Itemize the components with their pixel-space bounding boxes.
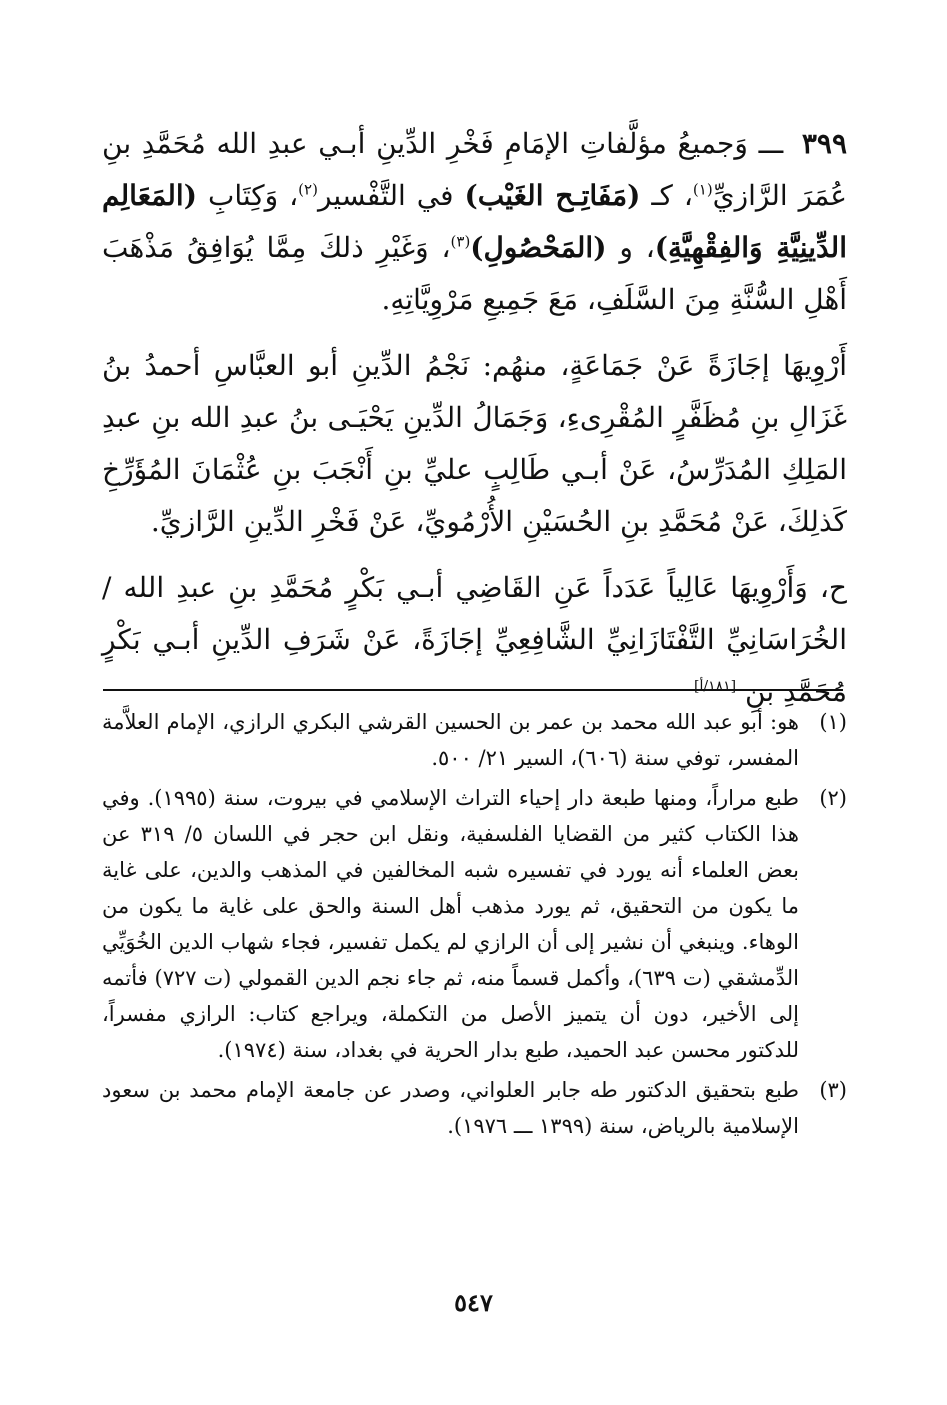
folio-marker: [١٨١/أ]: [694, 678, 737, 695]
footnote-2-number: (٢): [819, 786, 847, 810]
footnote-1-text: هو: أبو عبد الله محمد بن عمر بن الحسين القرشي البكري الرازي، الإمام العلاَّمة المفسر، توفي سنة (٦٠٦)، السير ٢١/ ٥٠٠.: [102, 710, 799, 770]
footnote-ref-3: (٣): [450, 232, 471, 251]
entry-text-e: ، و: [619, 231, 655, 264]
paragraph-entry-399: [102, 118, 847, 326]
book-title-mafatih: (مَفَاتِـح الغَيْب): [464, 179, 641, 212]
footnote-1-number: (١): [819, 710, 847, 734]
footnote-divider: [103, 689, 843, 691]
entry-number: ٣٩٩: [801, 127, 848, 160]
footnote-3-text: طبع بتحقيق الدكتور طه جابر العلواني، وصدر عن جامعة الإمام محمد بن سعود الإسلامية بالرياض، سنة (١٣٩٩ ـــ ١٩٧٦).: [102, 1078, 799, 1138]
footnote-3: [102, 1072, 847, 1144]
entry-text-b: ، كـ: [651, 179, 693, 212]
main-text: [102, 118, 847, 718]
entry-text-c: في التَّفْسير: [317, 179, 454, 212]
footnote-ref-1: (١): [692, 180, 713, 199]
entry-text-d: ، وَكِتَابِ: [207, 179, 299, 212]
footnote-2: [102, 780, 847, 1068]
footnote-ref-2: (٢): [298, 180, 318, 199]
paragraph-chain-2: [102, 562, 847, 718]
chain-2-text: ح، وَأَرْوِيهَا عَالِياً عَدَداً عَنِ القَاضِي أبـي بَكْرٍ مُحَمَّدِ بنِ عبدِ الله / الخُرَاسَانِيِّ التَّفْتَازَانِيِّ الشَّافِعِيِّ إجَازَةً، عَنْ شَرَفِ الدِّينِ أبـي بَكْرٍ مُحَمَّدِ بنِ: [102, 571, 847, 708]
footnotes: [102, 704, 847, 1148]
footnote-1: [102, 704, 847, 776]
footnote-2-text: طبع مراراً، ومنها طبعة دار إحياء التراث الإسلامي في بيروت، سنة (١٩٩٥). وفي هذا الكتاب كثير من القضايا الفلسفية، ونقل ابن حجر في اللسان ٥/ ٣١٩ عن بعض العلماء أنه يورد في تفسيره شبه المخالفين في المذهب والدين، على غاية ما يكون من التحقيق، ثم يورد مذهب أهل السنة والحق على غاية ما يكون من الوهاء. وينبغي أن نشير إلى أن الرازي لم يكمل تفسير، فجاء شهاب الدين الخُوَيِّي الدِّمشقي (ت ٦٣٩)، وأكمل قسماً منه، ثم جاء نجم الدين القمولي (ت ٧٢٧) فأتمه إلى الأخير، دون أن يتميز الأصل من التكملة، ويراجع كتاب: الرازي مفسراً، للدكتور محسن عبد الحميد، طبع بدار الحرية في بغداد، سنة (١٩٧٤).: [102, 786, 799, 1062]
paragraph-chain-1: أَرْوِيهَا إجَازَةً عَنْ جَمَاعَةٍ، منهُم: نَجْمُ الدِّينِ أبو العبَّاسِ أحمدُ بنُ غَزَالِ بنِ مُظَفَّرٍ المُقْرِىءِ، وَجَمَالُ الدِّينِ يَحْيَـى بنُ عبدِ الله بنِ عبدِ المَلِكِ المُدَرِّسُ، عَنْ أبـي طَالِبٍ عليِّ بنِ أَنْجَبَ بنِ عُثْمَانَ المُؤَرِّخِ كَذلِكَ، عَنْ مُحَمَّدِ بنِ الحُسَيْنِ الأُرْمُويِّ، عَنْ فَخْرِ الدِّينِ الرَّازيِّ.: [102, 349, 847, 538]
book-title-maalim: (المَعَالِم الدِّينِيَّةِ وَالفِقْهِيَّةِ): [102, 179, 847, 264]
entry-text-a: ـــ وَجميعُ مؤلَّفاتِ الإمَامِ فَخْرِ الدِّينِ أبـي عبدِ الله مُحَمَّدِ بنِ عُمَرَ الرَّازيِّ: [102, 127, 847, 212]
footnote-3-number: (٣): [819, 1078, 847, 1102]
page-number: ٥٤٧: [454, 1288, 493, 1317]
book-title-mahsul: (المَحْصُولِ): [470, 231, 607, 264]
entry-text-f: ، وَغَيْرِ ذلكَ مِمَّا يُوَافِقُ مَذْهَبَ أَهْلِ السُّنَّةِ مِنَ السَّلَفِ، مَعَ جَمِيعِ مَرْوِيَّاتِهِ.: [102, 231, 847, 316]
